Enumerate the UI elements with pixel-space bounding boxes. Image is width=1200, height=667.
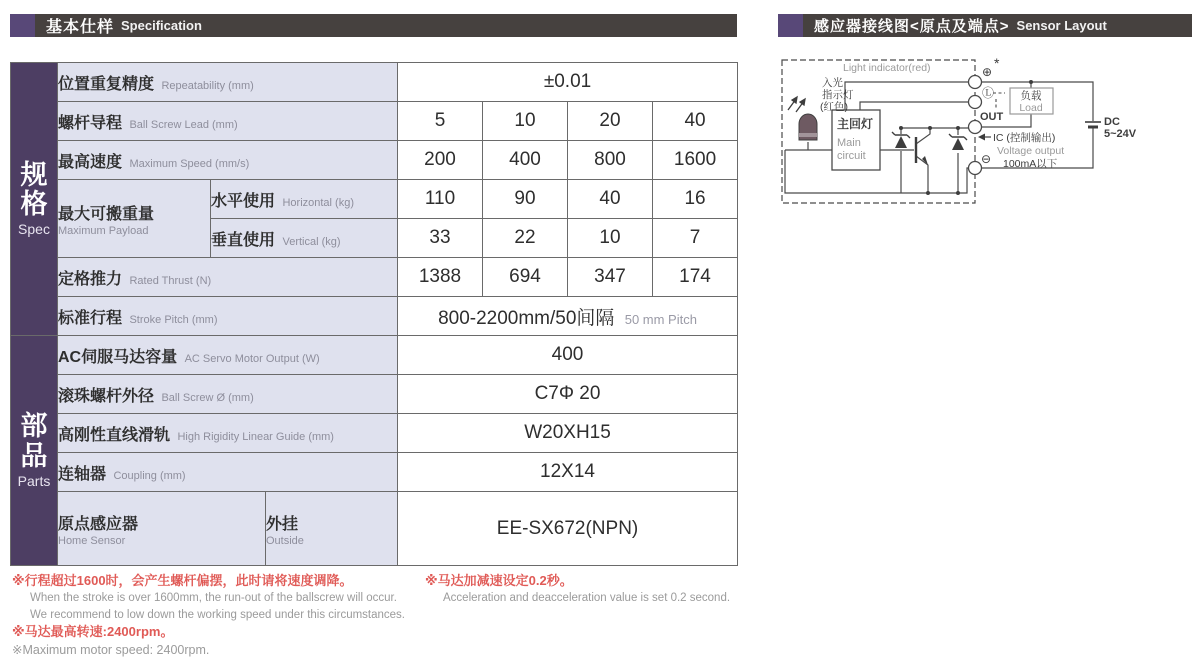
label-cn: 定格推力 bbox=[58, 270, 123, 288]
voltage-output-label: Voltage output bbox=[997, 145, 1065, 157]
section-header-specification bbox=[10, 14, 737, 37]
footnote: Acceleration and deacceleration value is set 0.2 second. bbox=[443, 592, 731, 605]
value-coupling: 12X14 bbox=[398, 453, 738, 492]
main-circuit-en2: circuit bbox=[837, 150, 866, 162]
label-en: Maximum Payload bbox=[58, 224, 149, 237]
zener-diode-icon bbox=[892, 132, 910, 148]
label-horizontal bbox=[211, 180, 398, 219]
label-coupling bbox=[58, 453, 398, 492]
value-speed-2: 400 bbox=[483, 141, 568, 180]
value-repeatability: ±0.01 bbox=[398, 63, 738, 102]
label-home-sensor-outside bbox=[266, 492, 398, 566]
section-header-sensor-layout bbox=[778, 14, 1192, 37]
terminal-minus-glyph: ⊖ bbox=[981, 152, 992, 166]
section-header-bar bbox=[803, 14, 1192, 37]
label-en: Stroke Pitch (mm) bbox=[129, 313, 218, 326]
label-cn: 最高速度 bbox=[58, 153, 123, 171]
value-servo-output: 400 bbox=[398, 336, 738, 375]
label-cn: 垂直使用 bbox=[211, 231, 276, 249]
table-row bbox=[11, 63, 738, 102]
value-thrust-3: 347 bbox=[568, 258, 653, 297]
value-vertical-2: 22 bbox=[483, 219, 568, 258]
label-linear-guide bbox=[58, 414, 398, 453]
side-group-en: Spec bbox=[18, 221, 50, 238]
table-row bbox=[11, 297, 738, 336]
label-en: AC Servo Motor Output (W) bbox=[184, 352, 320, 365]
value-speed-4: 1600 bbox=[653, 141, 738, 180]
footnotes-right bbox=[425, 572, 745, 607]
value-stroke-pitch bbox=[398, 297, 738, 336]
section-title-cn: 感应器接线图<原点及端点> bbox=[814, 18, 1010, 35]
value-speed-3: 800 bbox=[568, 141, 653, 180]
led-label-3: (红色) bbox=[820, 101, 848, 113]
ic-label: IC (控制输出) bbox=[993, 132, 1056, 144]
value-vertical-1: 33 bbox=[398, 219, 483, 258]
value-stroke-cn: 800-2200mm/50间隔 bbox=[438, 307, 615, 329]
label-ball-screw-lead bbox=[58, 102, 398, 141]
main-circuit-cn: 主回灯 bbox=[837, 117, 874, 131]
label-stroke-pitch bbox=[58, 297, 398, 336]
table-row bbox=[11, 336, 738, 375]
label-en: Maximum Speed (mm/s) bbox=[129, 157, 250, 170]
junction-dot bbox=[1029, 80, 1033, 84]
terminal-l-glyph: Ⓛ bbox=[982, 86, 995, 100]
label-cn: 原点感应器 bbox=[58, 515, 139, 533]
value-horizontal-4: 16 bbox=[653, 180, 738, 219]
side-group-cn: 规格 bbox=[20, 159, 48, 219]
label-en: Rated Thrust (N) bbox=[129, 274, 212, 287]
current-limit-label: 100mA以下 bbox=[1003, 158, 1058, 170]
sensor-wiring-diagram bbox=[775, 50, 1195, 215]
label-cn: 标准行程 bbox=[58, 309, 123, 327]
terminal-plus-circle bbox=[969, 76, 982, 89]
light-arrows-icon bbox=[788, 97, 805, 112]
label-cn: 水平使用 bbox=[211, 192, 276, 210]
section-title-en: Sensor Layout bbox=[1016, 18, 1107, 33]
footnote: ※行程超过1600时，会产生螺杆偏摆，此时请将速度调降。 bbox=[12, 573, 353, 588]
footnotes-left bbox=[12, 572, 417, 659]
footnote: We recommend to low down the working speed under this circumstances. bbox=[30, 608, 405, 621]
value-linear-guide: W20XH15 bbox=[398, 414, 738, 453]
label-ball-screw-diameter bbox=[58, 375, 398, 414]
specification-table bbox=[10, 62, 738, 566]
value-ball-screw-diameter: C7Φ 20 bbox=[398, 375, 738, 414]
led-label-2: 指示灯 bbox=[822, 89, 854, 101]
label-cn: 滚珠螺杆外径 bbox=[58, 387, 155, 405]
terminal-out-label: OUT bbox=[980, 111, 1004, 123]
footnote: ※马达最高转速:2400rpm。 bbox=[12, 624, 174, 640]
ic-arrowhead bbox=[978, 134, 985, 141]
value-vertical-4: 7 bbox=[653, 219, 738, 258]
label-cn: 外挂 bbox=[266, 515, 299, 533]
section-header-bar bbox=[35, 14, 737, 37]
led-label-1: 入光 bbox=[822, 77, 843, 89]
battery-icon bbox=[1085, 122, 1101, 127]
value-lead-2: 10 bbox=[483, 102, 568, 141]
light-indicator-label: Light indicator(red) bbox=[843, 62, 931, 74]
table-row bbox=[11, 375, 738, 414]
table-row bbox=[11, 492, 738, 566]
terminal-l-dashed-link bbox=[993, 93, 1005, 108]
dc-range-label: 5~24V bbox=[1104, 128, 1137, 140]
table-row bbox=[11, 102, 738, 141]
terminal-minus-circle bbox=[969, 162, 982, 175]
value-horizontal-1: 110 bbox=[398, 180, 483, 219]
terminal-l-circle bbox=[969, 96, 982, 109]
table-row bbox=[11, 414, 738, 453]
label-en: Coupling (mm) bbox=[113, 469, 186, 482]
label-en: Ball Screw Ø (mm) bbox=[161, 391, 254, 404]
label-cn: 位置重复精度 bbox=[58, 75, 155, 93]
value-thrust-1: 1388 bbox=[398, 258, 483, 297]
section-title-cn: 基本仕样 bbox=[46, 19, 115, 36]
label-en: High Rigidity Linear Guide (mm) bbox=[177, 430, 334, 443]
label-cn: 螺杆导程 bbox=[58, 114, 123, 132]
value-home-sensor: EE-SX672(NPN) bbox=[398, 492, 738, 566]
purple-accent-square bbox=[10, 14, 35, 37]
label-en: Ball Screw Lead (mm) bbox=[129, 118, 238, 131]
label-cn: 高刚性直线滑轨 bbox=[58, 426, 171, 444]
side-group-parts bbox=[11, 336, 58, 566]
main-circuit-en1: Main bbox=[837, 137, 861, 149]
label-cn: AC伺服马达容量 bbox=[58, 348, 178, 366]
side-group-cn: 部品 bbox=[20, 411, 48, 471]
table-row bbox=[11, 453, 738, 492]
side-group-en: Parts bbox=[17, 472, 51, 489]
value-thrust-4: 174 bbox=[653, 258, 738, 297]
label-en: Vertical (kg) bbox=[282, 235, 341, 248]
footnote: When the stroke is over 1600mm, the run-out of the ballscrew will occur. bbox=[30, 592, 397, 605]
label-cn: 最大可搬重量 bbox=[58, 205, 155, 223]
label-repeatability bbox=[58, 63, 398, 102]
table-row bbox=[11, 141, 738, 180]
value-stroke-en: 50 mm Pitch bbox=[624, 311, 697, 327]
label-en: Horizontal (kg) bbox=[282, 196, 354, 209]
label-rated-thrust bbox=[58, 258, 398, 297]
terminal-plus-glyph: ⊕ bbox=[982, 65, 993, 79]
zener-diode-icon bbox=[949, 134, 967, 150]
footnote: ※马达加减速设定0.2秒。 bbox=[425, 573, 573, 588]
value-speed-1: 200 bbox=[398, 141, 483, 180]
footnote: ※Maximum motor speed: 2400rpm. bbox=[12, 642, 210, 657]
load-en: Load bbox=[1019, 102, 1043, 114]
section-title-en: Specification bbox=[121, 18, 202, 33]
label-en: Outside bbox=[266, 534, 304, 547]
asterisk: * bbox=[994, 55, 1000, 71]
value-lead-3: 20 bbox=[568, 102, 653, 141]
label-max-payload bbox=[58, 180, 211, 258]
load-cn: 负载 bbox=[1020, 90, 1042, 102]
table-row bbox=[11, 258, 738, 297]
value-vertical-3: 10 bbox=[568, 219, 653, 258]
label-home-sensor bbox=[58, 492, 266, 566]
label-en: Repeatability (mm) bbox=[161, 79, 254, 92]
purple-accent-square bbox=[778, 14, 803, 37]
label-en: Home Sensor bbox=[58, 534, 126, 547]
table-row bbox=[11, 180, 738, 219]
label-servo-output bbox=[58, 336, 398, 375]
label-max-speed bbox=[58, 141, 398, 180]
label-vertical bbox=[211, 219, 398, 258]
side-group-spec bbox=[11, 63, 58, 336]
label-cn: 连轴器 bbox=[58, 465, 107, 483]
value-horizontal-3: 40 bbox=[568, 180, 653, 219]
value-horizontal-2: 90 bbox=[483, 180, 568, 219]
dc-label: DC bbox=[1104, 116, 1120, 128]
led-icon bbox=[799, 114, 817, 140]
value-thrust-2: 694 bbox=[483, 258, 568, 297]
value-lead-1: 5 bbox=[398, 102, 483, 141]
value-lead-4: 40 bbox=[653, 102, 738, 141]
